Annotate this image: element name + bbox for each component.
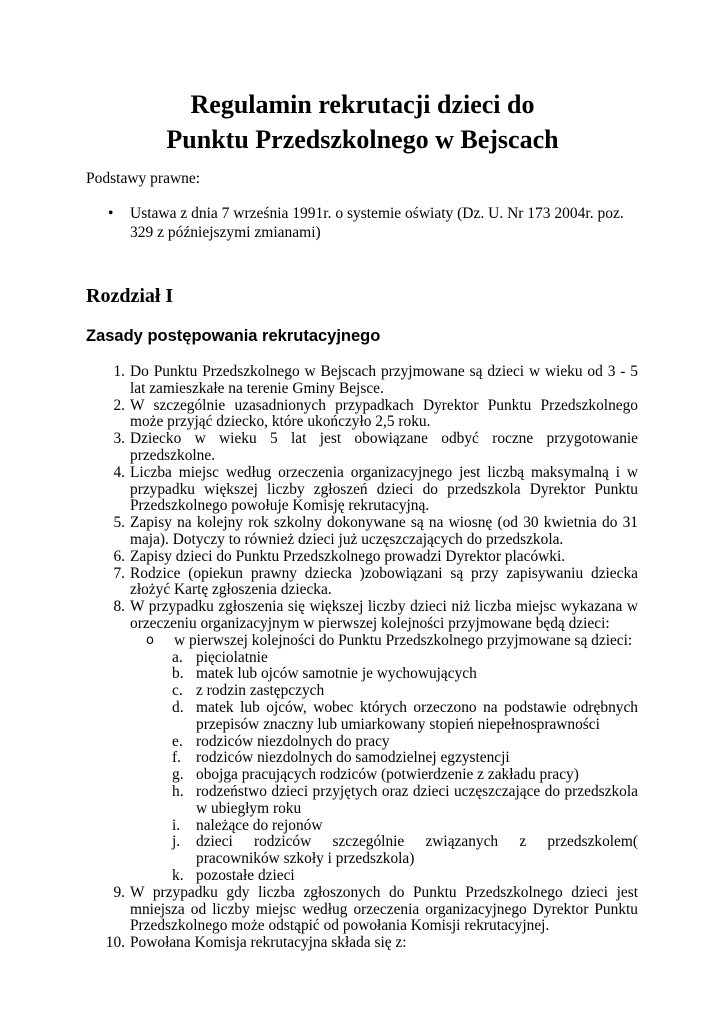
legal-basis-text: Ustawa z dnia 7 września 1991r. o systemie oświaty (Dz. U. Nr 173 2004r. poz. 329 z późniejszymi zmianami) <box>130 205 624 241</box>
rule-number: 8. <box>113 598 125 616</box>
rule-text: Dziecko w wieku 5 lat jest obowiązane odbyć roczne przygotowanie przedszkolne. <box>130 430 638 464</box>
rule-text: Liczba miejsc według orzeczenia organizacyjnego jest liczbą maksymalną i w przypadku większej liczby zgłoszeń dzieci do przedszkola Dyrektor Punktu Przedszkolnego powołuje Komisję rekrutacyjną. <box>130 463 638 515</box>
criteria-letter: b. <box>172 665 184 683</box>
criteria-text: pozostałe dzieci <box>196 866 295 884</box>
criteria-item <box>172 782 638 818</box>
rule-item <box>113 514 638 549</box>
criteria-letter: c. <box>172 682 183 700</box>
criteria-letter: i. <box>172 816 181 834</box>
rule-text: W przypadku gdy liczba zgłoszonych do Punktu Przedszkolnego dzieci jest mniejsza od liczby miejsc według orzeczenia organizacyjnego Dyrektor Punktu Przedszkolnego może odstąpić od powołania Komisji rekrutacyjnej. <box>130 883 638 935</box>
chapter-heading: Rozdział I <box>86 285 174 307</box>
legal-basis-label: Podstawy prawne: <box>86 170 201 187</box>
priority-criteria-list <box>174 650 638 885</box>
rule-item <box>113 547 638 566</box>
rule-number: 7. <box>113 564 125 582</box>
rule-number: 4. <box>113 463 125 481</box>
rule-item <box>105 934 638 952</box>
criteria-text: matek lub ojców samotnie je wychowujących <box>196 665 477 683</box>
criteria-text: rodziców niezdolnych do samodzielnej egzystencji <box>196 749 510 767</box>
criteria-letter: k. <box>172 866 184 884</box>
rule-item <box>113 463 638 515</box>
criteria-text: obojga pracujących rodziców (potwierdzenie z zakładu pracy) <box>196 766 579 784</box>
criteria-letter: a. <box>172 648 183 666</box>
rule-text: Powołana Komisja rekrutacyjna składa się z: <box>130 934 407 952</box>
criteria-item <box>172 833 638 868</box>
rule-text: W szczególnie uzasadnionych przypadkach Dyrektor Punktu Przedszkolnego może przyjąć dziecko, które ukończyło 2,5 roku. <box>130 396 638 431</box>
criteria-item <box>172 732 638 751</box>
section-heading: Zasady postępowania rekrutacyjnego <box>86 327 381 345</box>
document-title <box>60 87 665 157</box>
criteria-item <box>172 866 638 885</box>
rule-text: Zapisy na kolejny rok szkolny dokonywane są na wiosnę (od 30 kwietnia do 31 maja). Dotyczy to również dzieci już uczęszczających do przedszkola. <box>130 514 638 548</box>
legal-basis-list <box>108 204 630 242</box>
criteria-text: pięciolatnie <box>196 648 268 666</box>
rule-item <box>113 363 638 398</box>
rule-text: Zapisy dzieci do Punktu Przedszkolnego prowadzi Dyrektor placówki. <box>130 547 566 565</box>
rule-number: 3. <box>113 430 125 448</box>
priority-list <box>130 633 638 885</box>
criteria-text: rodziców niezdolnych do pracy <box>196 732 390 750</box>
criteria-letter: h. <box>172 782 184 800</box>
criteria-letter: j. <box>172 833 181 851</box>
rule-text: Do Punktu Przedszkolnego w Bejscach przyjmowane są dzieci w wieku od 3 - 5 lat zamieszkałe na terenie Gminy Bejsce. <box>130 363 638 397</box>
criteria-text: rodzeństwo dzieci przyjętych oraz dzieci uczęszczające do przedszkola w ubiegłym roku <box>196 782 638 817</box>
rule-text: W przypadku zgłoszenia się większej liczby dzieci niż liczba miejsc wykazana w orzeczeniu organizacyjnym w pierwszej kolejności przyjmowane będą dzieci: <box>130 598 638 632</box>
rule-text: Rodzice (opiekun prawny dziecka )zobowiązani są przy zapisywaniu dziecka złożyć Kartę zgłoszenia dziecka. <box>130 564 638 599</box>
circle-bullet-icon: o <box>146 632 154 648</box>
rules-list <box>105 363 638 952</box>
title-line-2: Punktu Przedszkolnego w Bejscach <box>166 125 559 154</box>
criteria-text: matek lub ojców, wobec których orzeczono na podstawie odrębnych przepisów znaczny lub umiarkowany stopień niepełnosprawności <box>196 698 638 733</box>
priority-intro-text: w pierwszej kolejności do Punktu Przedszkolnego przyjmowane są dzieci: <box>174 631 633 649</box>
criteria-letter: e. <box>172 732 183 750</box>
rule-number: 6. <box>113 547 125 565</box>
bullet-icon: • <box>108 205 114 222</box>
criteria-text: dzieci rodziców szczególnie związanych z przedszkolem( pracowników szkoły i przedszkola) <box>196 833 638 868</box>
criteria-letter: d. <box>172 698 184 716</box>
rule-number: 5. <box>113 514 125 532</box>
criteria-item <box>172 816 638 835</box>
criteria-item <box>172 749 638 767</box>
criteria-item <box>172 648 638 667</box>
title-line-1: Regulamin rekrutacji dzieci do <box>190 90 535 119</box>
rule-number: 1. <box>113 363 125 380</box>
rule-item <box>113 396 638 432</box>
criteria-item <box>172 665 638 683</box>
rule-item <box>113 564 638 600</box>
criteria-letter: f. <box>172 749 181 767</box>
criteria-item <box>172 698 638 734</box>
priority-intro <box>146 631 638 885</box>
rule-item <box>113 430 638 465</box>
rule-number: 10. <box>105 934 125 952</box>
rule-number: 2. <box>113 396 125 414</box>
criteria-item <box>172 682 638 700</box>
rule-item <box>113 883 638 935</box>
criteria-text: z rodzin zastępczych <box>196 682 325 700</box>
criteria-item <box>172 766 638 784</box>
rule-item <box>113 598 638 885</box>
criteria-letter: g. <box>172 766 184 784</box>
legal-basis-item <box>108 204 630 242</box>
criteria-text: należące do rejonów <box>196 816 323 834</box>
rule-number: 9. <box>113 883 125 901</box>
